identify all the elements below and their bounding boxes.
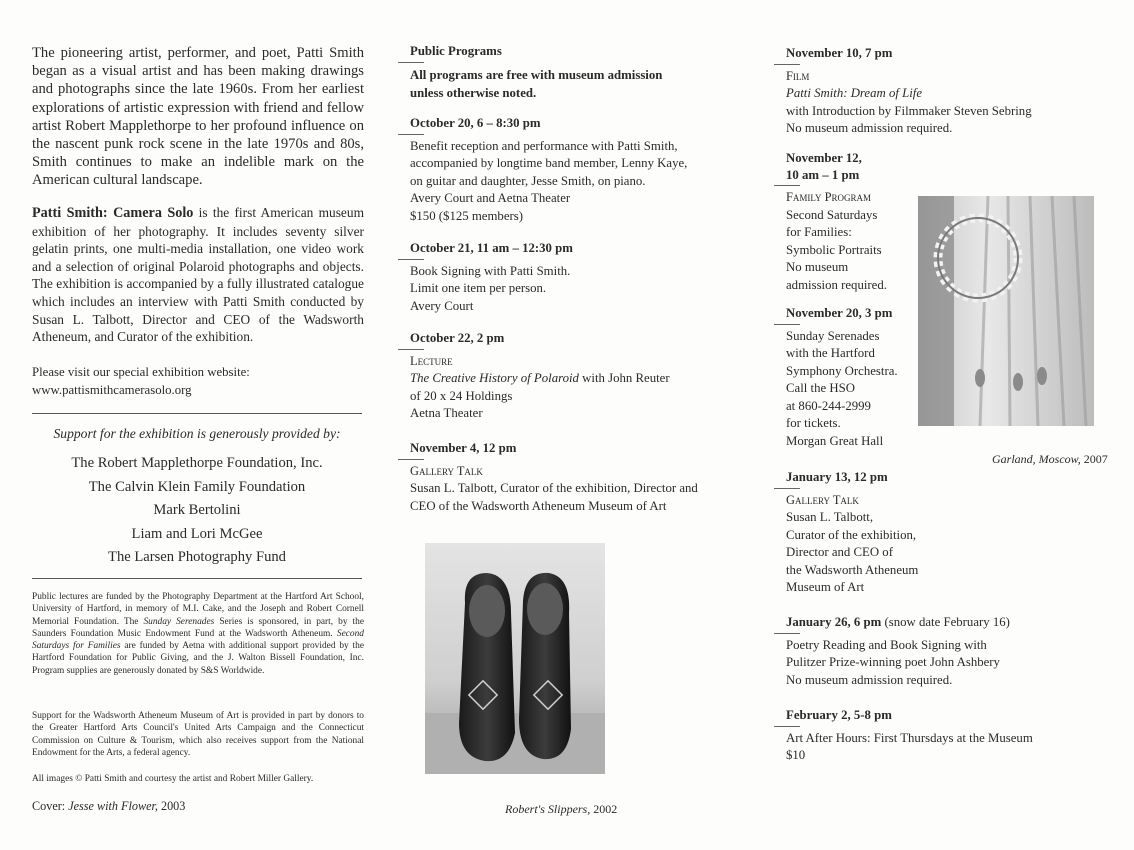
- event-line: with Introduction by Filmmaker Steven Sebring: [786, 103, 1032, 118]
- event-type: Lecture: [410, 353, 453, 368]
- funding-series-name: Sunday Serenades: [143, 616, 215, 627]
- event-line: Limit one item per person.: [410, 281, 547, 296]
- event-line: No museum admission required.: [786, 121, 953, 136]
- event-line: Call the HSO: [786, 381, 855, 396]
- divider: [398, 349, 424, 350]
- exhibition-description-text: is the first American museum exhibition of her photography. It includes seventy silver gelatin prints, one multi-media installation, one video work and a selection of original Polaroid photographs and objects. The exhibition is accompanied by a fully illustrated catalogue which includes an interview with Patti Smith conducted by Susan L. Talbott, Director and CEO of the Wadsworth Atheneum, and Curator of the exhibition.: [32, 205, 364, 345]
- event-line: Curator of the exhibition,: [786, 527, 917, 542]
- support-heading: Support for the exhibition is generously provided by:: [53, 426, 341, 441]
- event-line: for tickets.: [786, 416, 841, 431]
- funding-text: Public lectures are funded by the Photography Department at the Hartford Art School, University of Hartford, in memory of M.I. Cake, and the Joseph and Robert Cornell Memorial Foundation. The: [32, 592, 364, 627]
- event-date: November 12,: [786, 151, 862, 165]
- event-line: admission required.: [786, 277, 887, 292]
- caption-title: Garland, Moscow,: [992, 452, 1081, 466]
- cover-caption: [32, 799, 185, 814]
- event-line: Aetna Theater: [410, 406, 483, 421]
- event-type: Family Program: [786, 190, 871, 204]
- sponsor-item: The Larsen Photography Fund: [108, 549, 286, 565]
- event-date: October 22, 2 pm: [410, 331, 505, 345]
- event-line: Pulitzer Prize-winning poet John Ashbery: [786, 655, 1000, 670]
- event-date: October 20, 6 – 8:30 pm: [410, 116, 541, 130]
- programs-note-line: All programs are free with museum admission: [410, 68, 663, 82]
- event-line: CEO of the Wadsworth Atheneum Museum of Art: [410, 498, 667, 513]
- event-nov20: [786, 305, 898, 451]
- caption-year: 2007: [1080, 452, 1108, 466]
- film-title: Patti Smith: Dream of Life: [786, 86, 923, 101]
- event-jan13: [786, 469, 918, 597]
- event-line: Art After Hours: First Thursdays at the Museum: [786, 730, 1033, 745]
- intro-paragraph: The pioneering artist, performer, and poet, Patti Smith began as a visual artist and has been making drawings and photographs since the late 1960s. From her earliest explorations of artistic expression with friend and fellow artist Robert Mapplethorpe to her profound influence on the nascent punk rock scene in the late 1970s and 80s, Smith continues to make an indelible mark on the American cultural landscape.: [32, 45, 364, 189]
- event-line: at 860-244-2999: [786, 398, 871, 413]
- website-note: [32, 364, 364, 399]
- caption-title: Robert's Slippers,: [505, 802, 591, 816]
- event-date: November 20, 3 pm: [786, 306, 893, 320]
- event-line: No museum admission required.: [786, 672, 953, 687]
- event-line: the Wadsworth Atheneum: [786, 562, 919, 577]
- event-line: for Families:: [786, 225, 852, 240]
- programs-note-line: unless otherwise noted.: [410, 86, 537, 100]
- event-line: on guitar and daughter, Jesse Smith, on piano.: [410, 173, 646, 188]
- sponsor-item: The Robert Mapplethorpe Foundation, Inc.: [71, 455, 323, 471]
- divider: [398, 62, 424, 63]
- event-line: Avery Court: [410, 298, 474, 313]
- funding-program-name: Second Saturdays for Families: [32, 628, 364, 652]
- event-nov12: [786, 150, 887, 295]
- sponsor-item: Mark Bertolini: [153, 502, 241, 518]
- divider: [398, 134, 424, 135]
- event-jan26: [786, 614, 1010, 689]
- website-link[interactable]: www.pattismithcamerasolo.org: [32, 382, 192, 397]
- divider: [774, 488, 800, 489]
- divider: [774, 185, 800, 186]
- website-label: Please visit our special exhibition website:: [32, 365, 250, 379]
- divider: [398, 459, 424, 460]
- event-date: [786, 614, 1010, 631]
- event-date: February 2, 5-8 pm: [786, 708, 892, 722]
- image-credit: All images © Patti Smith and courtesy the artist and Robert Miller Gallery.: [32, 774, 314, 784]
- event-feb2: [786, 707, 1033, 765]
- event-line: [410, 370, 670, 388]
- sponsor-list: [32, 452, 362, 570]
- garland-caption: [992, 452, 1108, 467]
- divider: [398, 259, 424, 260]
- divider: [774, 324, 800, 325]
- event-line: Susan L. Talbott, Curator of the exhibition, Director and: [410, 481, 698, 496]
- event-oct20: [410, 115, 687, 225]
- divider: [32, 578, 362, 579]
- event-line: No museum: [786, 260, 849, 275]
- cover-label: Cover:: [32, 799, 69, 813]
- event-line: Sunday Serenades: [786, 328, 880, 343]
- event-date-text: January 26, 6 pm: [786, 615, 882, 629]
- exhibition-title: Patti Smith: Camera Solo: [32, 205, 194, 221]
- garland-photo: [918, 196, 1094, 426]
- funding-text: are funded by Aetna with additional support provided by the Hartford Foundation for Public Giving, and the J. Walton Bissell Foundation, Inc. Program supplies are generously donated by S&S Worldwide.: [32, 641, 364, 676]
- slippers-caption: [505, 802, 617, 817]
- sponsor-item: Liam and Lori McGee: [131, 525, 263, 542]
- event-nov10: [786, 45, 1032, 138]
- divider: [774, 726, 800, 727]
- event-line: Avery Court and Aetna Theater: [410, 191, 571, 206]
- exhibition-description: [32, 204, 364, 346]
- museum-support-note: Support for the Wadsworth Atheneum Museum of Art is provided in part by donors to the Greater Hartford Arts Council's United Arts Campaign and the Connecticut Commission on Culture & Tourism, which also receives support from the National Endowment for the Arts, a federal agency.: [32, 711, 364, 758]
- event-line: Director and CEO of: [786, 545, 893, 560]
- event-line: Poetry Reading and Book Signing with: [786, 637, 987, 652]
- event-type: Film: [786, 68, 810, 83]
- cover-year: 2003: [157, 799, 186, 813]
- garland-image: [918, 196, 1094, 426]
- event-line: accompanied by longtime band member, Lenny Kaye,: [410, 156, 688, 171]
- event-line: Book Signing with Patti Smith.: [410, 263, 571, 278]
- event-time: 10 am – 1 pm: [786, 167, 860, 182]
- event-date: November 10, 7 pm: [786, 46, 893, 60]
- event-oct21: [410, 240, 573, 315]
- event-type: Gallery Talk: [410, 463, 483, 478]
- programs-note: [410, 66, 710, 102]
- event-date: October 21, 11 am – 12:30 pm: [410, 241, 573, 255]
- divider: [774, 633, 800, 634]
- event-line: Susan L. Talbott,: [786, 510, 874, 525]
- event-line: with the Hartford: [786, 346, 875, 361]
- caption-year: 2002: [590, 802, 618, 816]
- event-line: Morgan Great Hall: [786, 434, 884, 449]
- programs-title: Public Programs: [410, 44, 502, 58]
- cover-title: Jesse with Flower,: [68, 799, 158, 813]
- sponsor-item: The Calvin Klein Family Foundation: [88, 478, 306, 495]
- lecture-speaker: with John Reuter: [578, 371, 670, 386]
- funding-text: Series is sponsored, in part, by the Saunders Foundation Music Endowment Fund at the Wadsworth Atheneum.: [32, 616, 364, 639]
- lecture-title: The Creative History of Polaroid: [410, 371, 579, 386]
- divider: [32, 413, 362, 414]
- event-nov4: [410, 440, 698, 515]
- event-line: Symphony Orchestra.: [786, 363, 898, 378]
- event-line: Benefit reception and performance with Patti Smith,: [410, 138, 678, 153]
- snow-date-note: (snow date February 16): [881, 615, 1010, 629]
- divider: [774, 64, 800, 65]
- event-line: of 20 x 24 Holdings: [410, 388, 513, 403]
- event-line: Symbolic Portraits: [786, 242, 882, 257]
- slippers-photo: [425, 543, 605, 774]
- event-line: Museum of Art: [786, 580, 865, 595]
- event-oct22: [410, 330, 670, 423]
- event-date: November 4, 12 pm: [410, 441, 517, 455]
- event-type: Gallery Talk: [786, 492, 859, 507]
- event-line: $150 ($125 members): [410, 208, 524, 223]
- slippers-image: [425, 543, 605, 774]
- funding-note: [32, 591, 364, 677]
- event-line: $10: [786, 748, 806, 763]
- event-date: January 13, 12 pm: [786, 470, 888, 484]
- event-line: Second Saturdays: [786, 207, 878, 222]
